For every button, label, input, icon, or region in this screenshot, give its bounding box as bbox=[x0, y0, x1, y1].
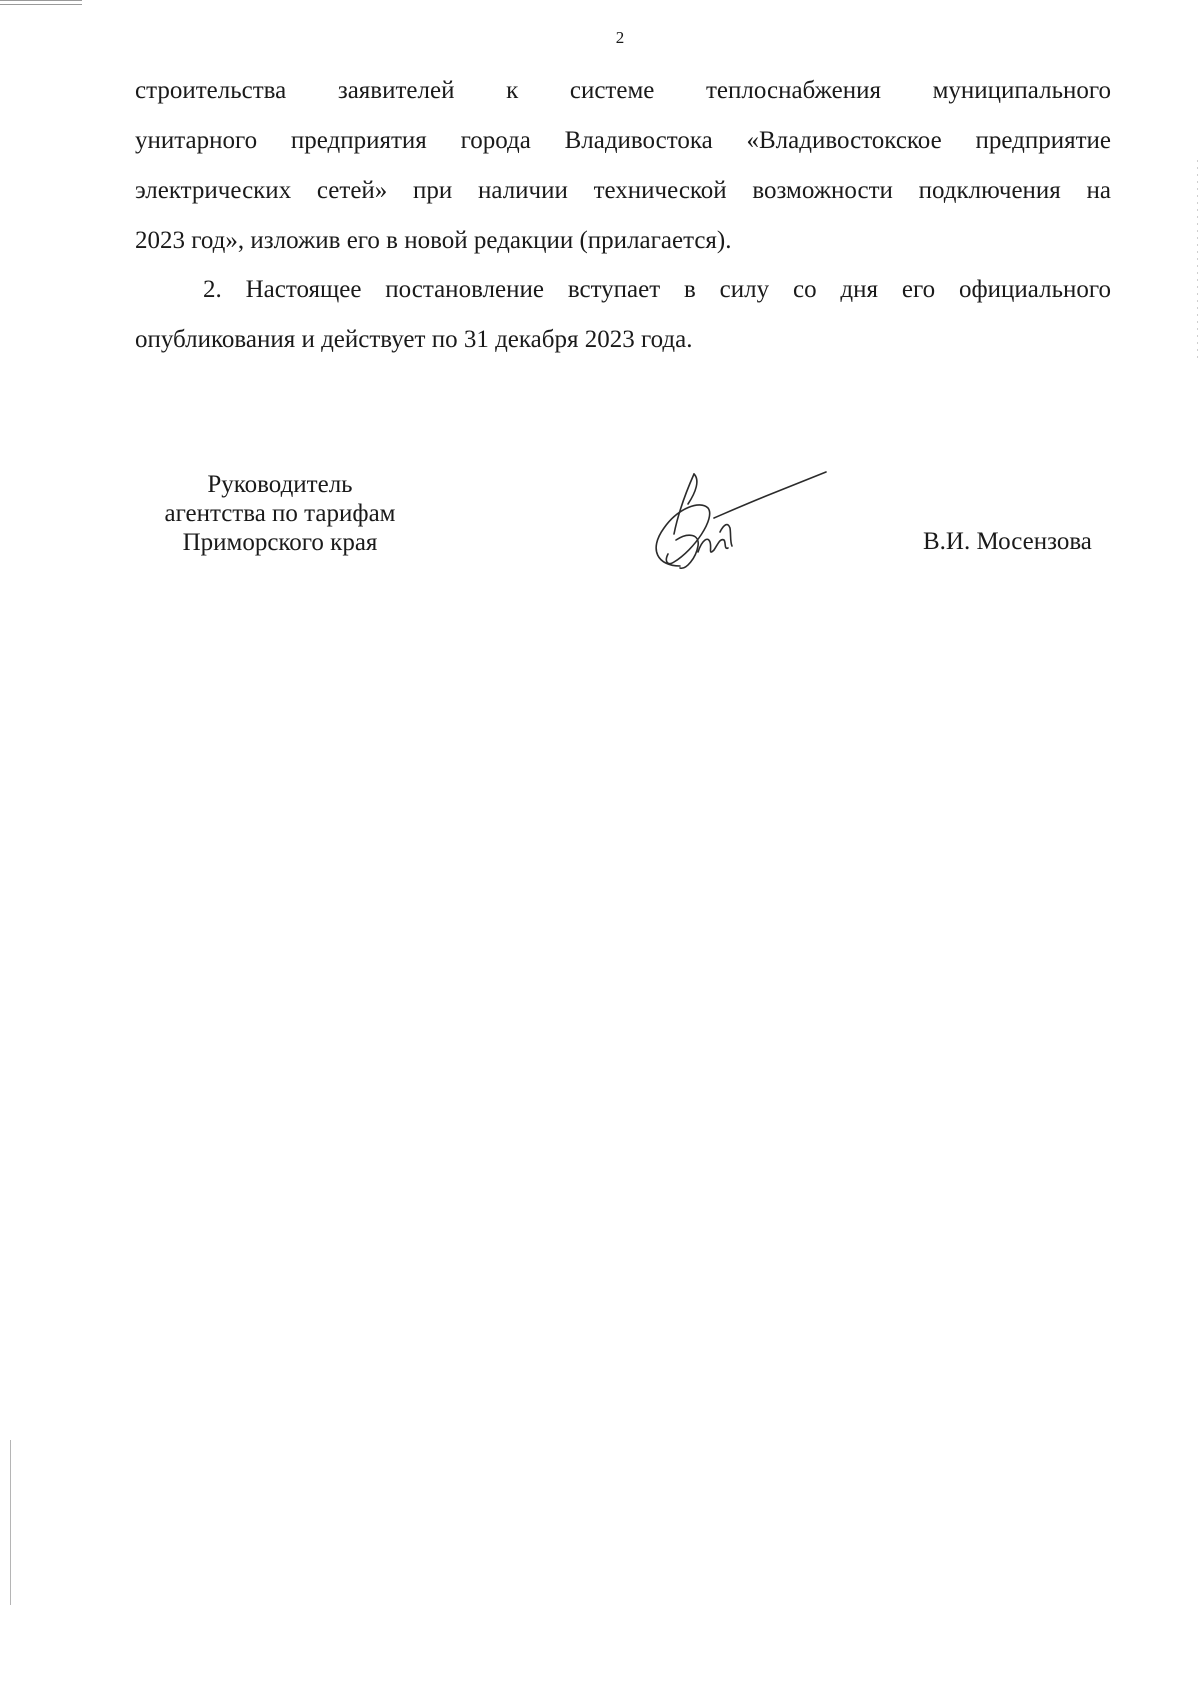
signatory-position-line: Руководитель bbox=[207, 471, 353, 498]
paragraph-2-line: 2. Настоящее постановление вступает в силу со дня его официального bbox=[203, 276, 1111, 303]
paragraph-1-line: строительства заявителей к системе теплоснабжения муниципального bbox=[135, 77, 1111, 104]
page-number: 2 bbox=[615, 28, 625, 47]
paragraph-2 bbox=[135, 265, 1111, 365]
signatory-position-line: Приморского края bbox=[182, 529, 378, 556]
signatory-position bbox=[130, 470, 430, 557]
signatory-name: В.И. Мосензова bbox=[923, 528, 1092, 555]
scan-margin-line bbox=[10, 1440, 11, 1605]
paragraph-2-line: опубликования и действует по 31 декабря 2023 года. bbox=[135, 326, 693, 353]
paragraph-1-line: унитарного предприятия города Владивостока «Владивостокское предприятие bbox=[135, 127, 1111, 154]
paragraph-1-line: электрических сетей» при наличии технической возможности подключения на bbox=[135, 177, 1111, 204]
scan-edge-mark bbox=[0, 0, 82, 5]
scan-edge-artifact bbox=[1197, 160, 1198, 360]
paragraph-1 bbox=[135, 66, 1111, 266]
signatory-position-line: агентства по тарифам bbox=[164, 500, 396, 527]
handwritten-signature bbox=[628, 470, 828, 580]
paragraph-1-line: 2023 год», изложив его в новой редакции (прилагается). bbox=[135, 227, 732, 254]
